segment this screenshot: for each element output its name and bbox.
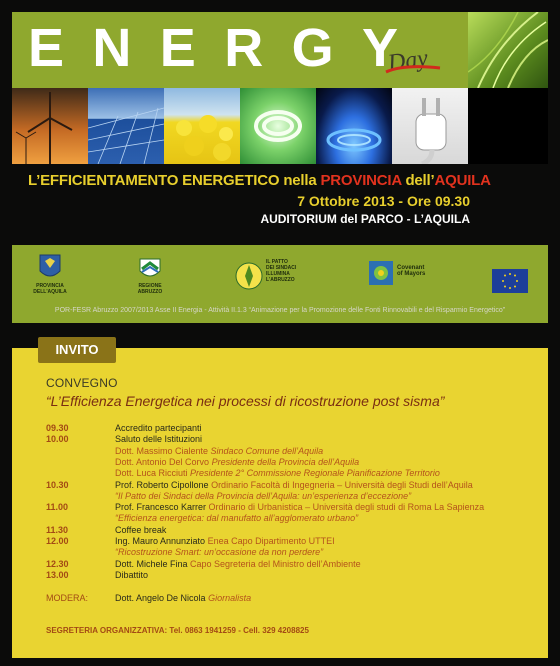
programme-text: Ing. Mauro Annunziato xyxy=(115,536,208,546)
rapeseed-field-photo xyxy=(164,88,240,164)
programme-text: “Ricostruzione Smart: un’occasione da non perdere” xyxy=(115,547,324,558)
photo-strip xyxy=(12,88,468,164)
title-letter: N xyxy=(92,18,132,78)
secretariat-contacts: SEGRETERIA ORGANIZZATIVA: Tel. 0863 1941259 - Cell. 329 4208825 xyxy=(46,626,309,635)
programme-text: “Efficienza energetica: dal manufatto all’agglomerato urbano” xyxy=(115,513,359,524)
programme-row xyxy=(46,536,541,547)
programme-text: Presidente della Provincia dell’Aquila xyxy=(211,456,360,467)
programme-text: Dott. Luca Ricciuti xyxy=(115,468,191,479)
programme-row xyxy=(46,570,541,581)
programme-time: 11.00 xyxy=(46,502,69,513)
wind-turbine-icon xyxy=(12,88,88,164)
energy-bulb-photo xyxy=(240,88,316,164)
red-swoosh-icon xyxy=(384,62,444,76)
programme-description xyxy=(115,468,440,479)
programme-time: 09.30 xyxy=(46,423,69,433)
eu-flag-icon xyxy=(492,269,528,293)
programme-time: 13.00 xyxy=(46,569,69,580)
regione-logo xyxy=(130,257,170,295)
programme-description xyxy=(115,446,323,457)
programme-row xyxy=(46,525,541,536)
programme-description xyxy=(115,480,473,491)
gas-flame-icon xyxy=(316,88,392,164)
title-letter: G xyxy=(291,18,334,78)
programme-text: Prof. Roberto Cipollone xyxy=(115,479,212,490)
title-letter: Y xyxy=(361,18,398,78)
covenant-caption: Covenant of Mayors xyxy=(397,265,426,277)
programme-row xyxy=(46,457,541,468)
programme-description xyxy=(115,547,323,558)
provincia-caption: PROVINCIA DELL'AQUILA xyxy=(33,283,67,295)
covenant-of-mayors-icon xyxy=(367,259,395,287)
programme-row xyxy=(46,480,541,491)
programme-description xyxy=(115,423,202,434)
grass-photo xyxy=(468,12,548,88)
programme-row xyxy=(46,491,541,502)
programme-row xyxy=(46,559,541,570)
title-letter: E xyxy=(159,18,196,78)
title-letter: E xyxy=(28,18,65,78)
provincia-logo xyxy=(30,253,70,295)
solar-panel-photo xyxy=(88,88,164,164)
title-day: Day xyxy=(386,45,430,77)
invito-tab: INVITO xyxy=(38,337,116,363)
programme-text: Sindaco Comune dell’Aquila xyxy=(210,445,324,456)
programme-time: 10.30 xyxy=(46,479,69,490)
programme-time: 12.30 xyxy=(46,558,69,569)
programme-description xyxy=(115,434,202,445)
black-corner xyxy=(468,88,548,164)
programme-text: Saluto delle Istituzioni xyxy=(115,434,203,445)
programme-text: “Il Patto dei Sindaci della Provincia dell’Aquila: un’esperienza d’eccezione” xyxy=(115,490,412,501)
programme-text: Enea Capo Dipartimento UTTEI xyxy=(207,536,335,546)
moderator xyxy=(115,593,251,603)
programme-row xyxy=(46,547,541,558)
regione-abruzzo-icon xyxy=(138,257,162,281)
programme-text: Coffee break xyxy=(115,524,167,535)
programme-time: 10.00 xyxy=(46,434,69,445)
rapeseed-flowers-icon xyxy=(164,88,240,164)
programme-row xyxy=(46,468,541,479)
programme-description xyxy=(115,513,358,524)
wind-turbine-photo xyxy=(12,88,88,164)
programme-description xyxy=(115,502,484,513)
programme-row xyxy=(46,423,541,434)
programme-text: Prof. Francesco Karrer xyxy=(115,502,209,513)
regione-caption: REGIONE ABRUZZO xyxy=(137,283,163,295)
programme-text: Presidente 2° Commissione Regionale Pianificazione Territorio xyxy=(190,468,440,479)
event-venue: AUDITORIUM del PARCO - L’AQUILA xyxy=(260,212,470,226)
moderator-name: Dott. Angelo De Nicola xyxy=(115,593,209,603)
power-plug-icon xyxy=(392,88,468,164)
patto-sindaci-icon xyxy=(234,261,264,291)
programme-text: Capo Segreteria del Ministro dell’Ambiente xyxy=(190,558,361,569)
eu-flag-logo xyxy=(492,269,528,293)
solar-panel-icon xyxy=(88,88,164,164)
programme-time: 12.00 xyxy=(46,536,69,546)
subtitle-part: dell’ xyxy=(401,172,435,189)
programme-description xyxy=(115,491,411,502)
provincia-crest-icon xyxy=(37,253,63,281)
programme-text: Dibattito xyxy=(115,569,149,580)
funding-note: POR-FESR Abruzzo 2007/2013 Asse II Energia - Attività II.1.3 “Animazione per la Promozione delle Fonti Rinnovabili e del Risparmio Energetico” xyxy=(54,307,506,314)
patto-caption: IL PATTO DEI SINDACI ILLUMINA L'ABRUZZO xyxy=(266,259,297,283)
energy-title xyxy=(28,18,398,78)
event-datetime: 7 Ottobre 2013 - Ore 09.30 xyxy=(297,193,470,209)
programme-text: Ordinario Facoltà di Ingegneria – Università degli Studi dell’Aquila xyxy=(211,479,473,490)
title-letter: R xyxy=(224,18,264,78)
subtitle-provincia: PROVINCIA xyxy=(320,172,402,189)
programme-text: Ordinario di Urbanistica – Università degli studi di Roma La Sapienza xyxy=(208,502,485,513)
moderator-role: Giornalista xyxy=(208,593,252,603)
programme-row xyxy=(46,513,541,524)
grass-blades-icon xyxy=(468,12,548,88)
power-plug-photo xyxy=(392,88,468,164)
programme-row xyxy=(46,446,541,457)
programme-row xyxy=(46,502,541,513)
moderator-label: MODERA: xyxy=(46,593,89,603)
subtitle-part: L’EFFICIENTAMENTO ENERGETICO nella xyxy=(28,172,321,189)
programme-text: Dott. Antonio Del Corvo xyxy=(115,456,212,467)
programme-description xyxy=(115,525,166,536)
cfl-bulb-icon xyxy=(240,88,316,164)
programme-description xyxy=(115,570,148,581)
programme-description xyxy=(115,536,335,547)
programme-time: 11.30 xyxy=(46,524,69,535)
convegno-label: CONVEGNO xyxy=(46,376,118,390)
programme-text: Dott. Michele Fina xyxy=(115,558,191,569)
talk-title-text: “L’Efficienza Energetica nei processi di ricostruzione post sisma” xyxy=(46,393,445,409)
programme-row xyxy=(46,434,541,445)
talk-title xyxy=(46,393,444,409)
subtitle-aquila: AQUILA xyxy=(434,172,491,189)
programme-description xyxy=(115,457,359,468)
gas-flame-photo xyxy=(316,88,392,164)
programme-text: Accredito partecipanti xyxy=(115,423,202,433)
subtitle xyxy=(28,172,491,189)
programme-description xyxy=(115,559,361,570)
programme-text: Dott. Massimo Cialente xyxy=(115,445,211,456)
